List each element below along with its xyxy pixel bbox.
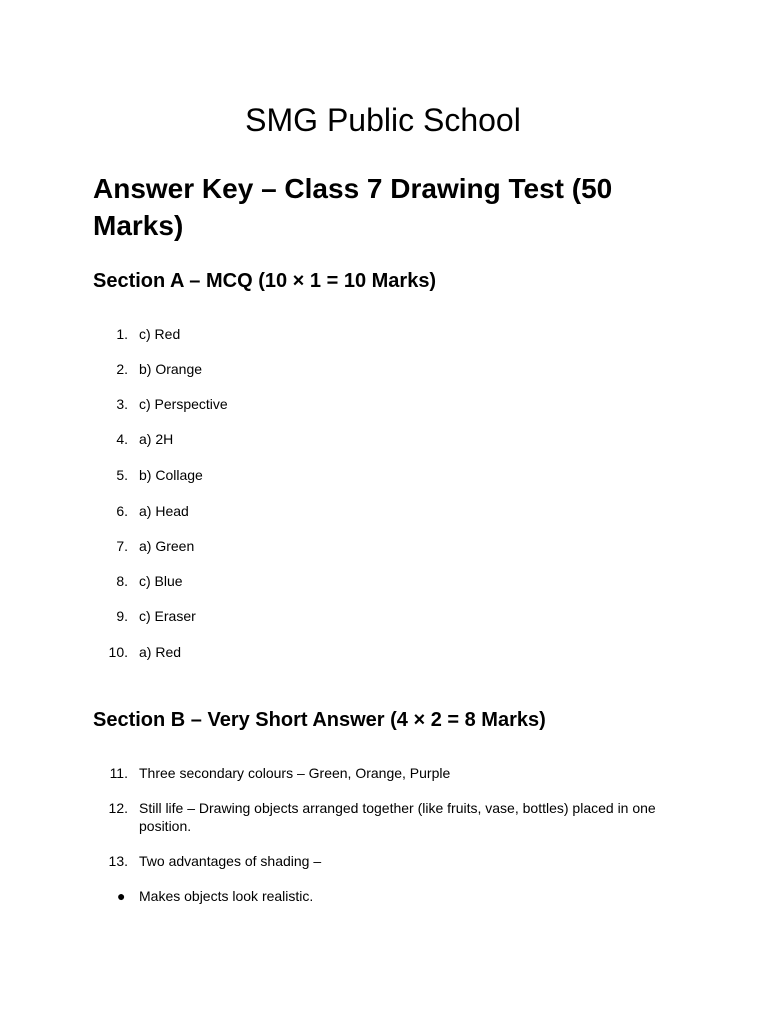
item-number: 11. xyxy=(109,765,128,781)
item-number: 2. xyxy=(116,361,128,377)
school-name: SMG Public School xyxy=(245,102,521,138)
section-a-heading: Section A – MCQ (10 × 1 = 10 Marks) xyxy=(93,270,437,292)
item-answer: b) Collage xyxy=(139,467,203,483)
item-answer: a) Red xyxy=(139,644,182,660)
item-answer: a) 2H xyxy=(139,431,174,447)
item-answer: Two advantages of shading – xyxy=(139,853,322,869)
document-title: Answer Key – Class 7 Drawing Test (50 Marks) xyxy=(93,173,613,241)
item-answer: a) Head xyxy=(139,503,189,519)
item-number: 6. xyxy=(116,503,128,519)
item-number: 3. xyxy=(116,396,128,412)
item-number: 4. xyxy=(116,431,128,447)
item-answer: Still life – Drawing objects arranged together (like fruits, vase, bottles) placed in one position. xyxy=(139,800,656,834)
item-answer: c) Eraser xyxy=(139,608,196,624)
item-number: 1. xyxy=(116,326,128,342)
bullet-text: Makes objects look realistic. xyxy=(139,888,314,904)
item-answer: a) Green xyxy=(139,538,195,554)
item-number: 12. xyxy=(108,800,128,816)
item-answer: c) Blue xyxy=(139,573,183,589)
item-number: 9. xyxy=(116,608,128,624)
item-answer: b) Orange xyxy=(139,361,203,377)
item-number: 5. xyxy=(116,467,128,483)
section-b-heading: Section B – Very Short Answer (4 × 2 = 8 Marks) xyxy=(93,709,546,731)
bullet-icon: ● xyxy=(117,888,126,904)
item-number: 13. xyxy=(108,853,128,869)
item-answer: c) Red xyxy=(139,326,181,342)
item-answer: c) Perspective xyxy=(139,396,228,412)
item-number: 7. xyxy=(116,538,128,554)
item-number: 8. xyxy=(116,573,128,589)
item-answer: Three secondary colours – Green, Orange, Purple xyxy=(139,765,451,781)
item-number: 10. xyxy=(108,644,128,660)
